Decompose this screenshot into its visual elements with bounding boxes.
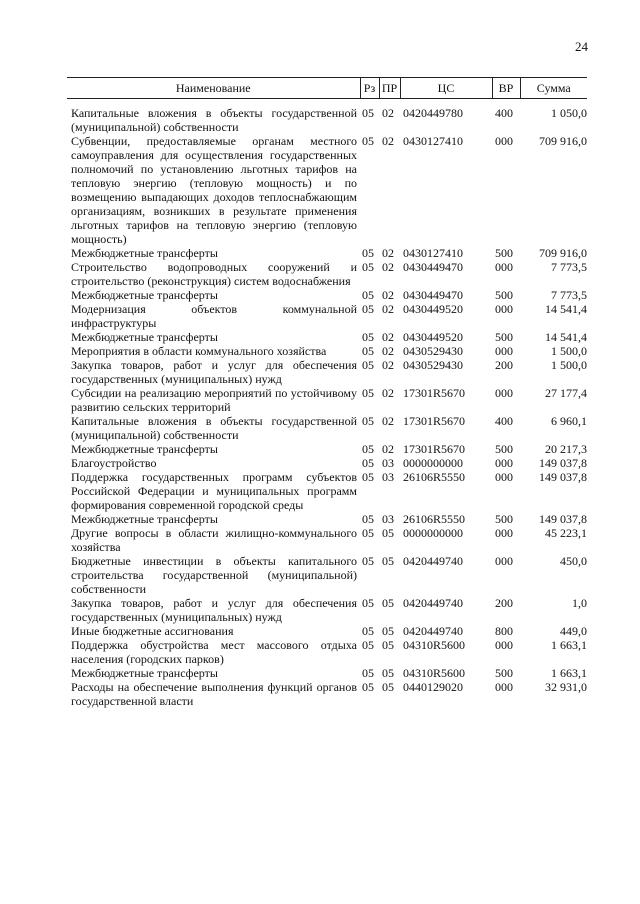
cell-sum: 1 663,1 — [551, 666, 587, 680]
cell-vr: 400 — [495, 414, 513, 428]
cell-rz: 05 — [362, 358, 374, 372]
cell-pr: 02 — [382, 106, 394, 120]
cell-rz: 05 — [362, 442, 374, 456]
cell-pr: 05 — [382, 624, 394, 638]
cell-name: Межбюджетные трансферты — [71, 512, 218, 526]
cell-rz: 05 — [362, 344, 374, 358]
table-row — [67, 526, 587, 554]
cell-cs: 0420449740 — [403, 554, 463, 568]
cell-rz: 05 — [362, 596, 374, 610]
table-row — [67, 99, 587, 135]
table-row — [67, 260, 587, 288]
cell-rz: 05 — [362, 414, 374, 428]
table-row — [67, 442, 587, 456]
cell-sum: 149 037,8 — [539, 456, 587, 470]
cell-cs: 0430449520 — [403, 330, 463, 344]
cell-cs: 04310R5600 — [403, 638, 466, 652]
cell-cs: 0420449740 — [403, 596, 463, 610]
cell-pr: 02 — [382, 386, 394, 400]
table-row — [67, 638, 587, 666]
cell-sum: 7 773,5 — [551, 288, 587, 302]
cell-pr: 02 — [382, 246, 394, 260]
cell-rz: 05 — [362, 260, 374, 274]
cell-pr: 05 — [382, 554, 394, 568]
cell-vr: 000 — [495, 680, 513, 694]
cell-cs: 0440129020 — [403, 680, 463, 694]
cell-name: Межбюджетные трансферты — [71, 442, 218, 456]
cell-name: Расходы на обеспечение выполнения функций органов государственной власти — [71, 680, 357, 708]
table-row — [67, 456, 587, 470]
cell-pr: 02 — [382, 288, 394, 302]
cell-name: Модернизация объектов коммунальной инфраструктуры — [71, 302, 357, 330]
budget-table — [67, 77, 587, 708]
cell-sum: 45 223,1 — [545, 526, 587, 540]
table-body — [67, 99, 587, 709]
cell-cs: 0430127410 — [403, 246, 463, 260]
cell-sum: 27 177,4 — [545, 386, 587, 400]
column-header-rz: Рз — [360, 78, 379, 99]
cell-vr: 200 — [495, 596, 513, 610]
cell-name: Субсидии на реализацию мероприятий по устойчивому развитию сельских территорий — [71, 386, 357, 414]
cell-vr: 500 — [495, 246, 513, 260]
table-row — [67, 596, 587, 624]
cell-sum: 7 773,5 — [551, 260, 587, 274]
cell-pr: 02 — [382, 134, 394, 148]
table-row — [67, 624, 587, 638]
cell-cs: 0000000000 — [403, 456, 463, 470]
column-header-pr: ПР — [379, 78, 400, 99]
cell-vr: 000 — [495, 260, 513, 274]
cell-rz: 05 — [362, 470, 374, 484]
column-header-cs: ЦС — [400, 78, 492, 99]
cell-sum: 14 541,4 — [545, 330, 587, 344]
cell-cs: 0420449740 — [403, 624, 463, 638]
table-row — [67, 344, 587, 358]
cell-vr: 500 — [495, 442, 513, 456]
cell-name: Благоустройство — [71, 456, 157, 470]
table-row — [67, 680, 587, 708]
cell-name: Поддержка обустройства мест массового отдыха населения (городских парков) — [71, 638, 357, 666]
cell-name: Поддержка государственных программ субъектов Российской Федерации и муниципальных программ формирования современной городской среды — [71, 470, 357, 512]
cell-rz: 05 — [362, 456, 374, 470]
cell-name: Межбюджетные трансферты — [71, 330, 218, 344]
cell-cs: 0000000000 — [403, 526, 463, 540]
cell-sum: 450,0 — [560, 554, 587, 568]
cell-rz: 05 — [362, 302, 374, 316]
cell-pr: 03 — [382, 512, 394, 526]
table-row — [67, 512, 587, 526]
cell-pr: 05 — [382, 596, 394, 610]
page-number: 24 — [575, 39, 588, 54]
cell-cs: 0430529430 — [403, 344, 463, 358]
table-row — [67, 302, 587, 330]
table-row — [67, 666, 587, 680]
cell-pr: 02 — [382, 442, 394, 456]
cell-sum: 14 541,4 — [545, 302, 587, 316]
cell-cs: 26106R5550 — [403, 512, 466, 526]
cell-rz: 05 — [362, 666, 374, 680]
cell-sum: 1,0 — [572, 596, 587, 610]
cell-name: Мероприятия в области коммунального хозяйства — [71, 344, 327, 358]
cell-sum: 1 050,0 — [551, 106, 587, 120]
column-header-name: Наименование — [67, 78, 360, 99]
table-row — [67, 386, 587, 414]
cell-name: Межбюджетные трансферты — [71, 288, 218, 302]
cell-vr: 000 — [495, 386, 513, 400]
cell-rz: 05 — [362, 106, 374, 120]
cell-rz: 05 — [362, 330, 374, 344]
cell-cs: 0430449520 — [403, 302, 463, 316]
column-header-vr: ВР — [492, 78, 520, 99]
cell-sum: 6 960,1 — [551, 414, 587, 428]
cell-pr: 05 — [382, 638, 394, 652]
cell-pr: 02 — [382, 330, 394, 344]
table-header-row — [67, 78, 587, 99]
cell-cs: 26106R5550 — [403, 470, 466, 484]
cell-sum: 1 500,0 — [551, 358, 587, 372]
table-row — [67, 330, 587, 344]
cell-cs: 0420449780 — [403, 106, 463, 120]
cell-pr: 05 — [382, 526, 394, 540]
cell-name: Закупка товаров, работ и услуг для обеспечения государственных (муниципальных) нужд — [71, 358, 357, 386]
cell-vr: 000 — [495, 554, 513, 568]
cell-rz: 05 — [362, 554, 374, 568]
cell-cs: 17301R5670 — [403, 414, 466, 428]
cell-name: Строительство водопроводных сооружений и строительство (реконструкция) систем водоснабжения — [71, 260, 357, 288]
cell-vr: 400 — [495, 106, 513, 120]
cell-cs: 04310R5600 — [403, 666, 466, 680]
cell-name: Другие вопросы в области жилищно-коммунального хозяйства — [71, 526, 357, 554]
table-row — [67, 134, 587, 246]
cell-name: Иные бюджетные ассигнования — [71, 624, 234, 638]
cell-name: Бюджетные инвестиции в объекты капитального строительства государственной (муниципальной) собственности — [71, 554, 357, 596]
cell-rz: 05 — [362, 624, 374, 638]
cell-pr: 02 — [382, 260, 394, 274]
table-row — [67, 554, 587, 596]
cell-cs: 17301R5670 — [403, 442, 466, 456]
cell-rz: 05 — [362, 526, 374, 540]
cell-pr: 03 — [382, 456, 394, 470]
cell-vr: 000 — [495, 302, 513, 316]
cell-cs: 0430529430 — [403, 358, 463, 372]
cell-vr: 500 — [495, 288, 513, 302]
cell-vr: 000 — [495, 134, 513, 148]
table-row — [67, 414, 587, 442]
cell-pr: 02 — [382, 358, 394, 372]
cell-vr: 500 — [495, 330, 513, 344]
cell-name: Межбюджетные трансферты — [71, 666, 218, 680]
cell-vr: 000 — [495, 456, 513, 470]
cell-vr: 000 — [495, 470, 513, 484]
cell-sum: 709 916,0 — [539, 246, 587, 260]
column-header-sum: Сумма — [520, 78, 587, 99]
cell-name: Капитальные вложения в объекты государственной (муниципальной) собственности — [71, 106, 357, 134]
cell-sum: 709 916,0 — [539, 134, 587, 148]
cell-pr: 02 — [382, 344, 394, 358]
cell-rz: 05 — [362, 246, 374, 260]
cell-rz: 05 — [362, 134, 374, 148]
cell-vr: 200 — [495, 358, 513, 372]
cell-rz: 05 — [362, 680, 374, 694]
cell-pr: 02 — [382, 414, 394, 428]
cell-vr: 000 — [495, 526, 513, 540]
cell-rz: 05 — [362, 386, 374, 400]
cell-vr: 500 — [495, 666, 513, 680]
cell-sum: 149 037,8 — [539, 470, 587, 484]
cell-cs: 17301R5670 — [403, 386, 466, 400]
cell-pr: 03 — [382, 470, 394, 484]
table-row — [67, 288, 587, 302]
table-row — [67, 246, 587, 260]
cell-sum: 1 500,0 — [551, 344, 587, 358]
cell-name: Закупка товаров, работ и услуг для обеспечения государственных (муниципальных) нужд — [71, 596, 357, 624]
cell-cs: 0430127410 — [403, 134, 463, 148]
cell-vr: 500 — [495, 512, 513, 526]
cell-cs: 0430449470 — [403, 288, 463, 302]
cell-rz: 05 — [362, 512, 374, 526]
cell-sum: 149 037,8 — [539, 512, 587, 526]
cell-vr: 000 — [495, 344, 513, 358]
cell-vr: 000 — [495, 638, 513, 652]
cell-sum: 1 663,1 — [551, 638, 587, 652]
cell-cs: 0430449470 — [403, 260, 463, 274]
cell-name: Межбюджетные трансферты — [71, 246, 218, 260]
cell-pr: 05 — [382, 680, 394, 694]
table-row — [67, 470, 587, 512]
cell-name: Субвенции, предоставляемые органам местного самоуправления для осуществления государственных полномочий по установлению льготных тарифов на тепловую энергию (тепловую мощность) и по возмещению выпадающих доходов теплоснабжающим организациям, возникших в результате применения льготных тарифов на тепловую энергию (тепловую мощность) — [71, 134, 357, 246]
cell-sum: 449,0 — [560, 624, 587, 638]
cell-sum: 20 217,3 — [545, 442, 587, 456]
cell-pr: 02 — [382, 302, 394, 316]
cell-sum: 32 931,0 — [545, 680, 587, 694]
cell-name: Капитальные вложения в объекты государственной (муниципальной) собственности — [71, 414, 357, 442]
table-row — [67, 358, 587, 386]
cell-rz: 05 — [362, 288, 374, 302]
cell-pr: 05 — [382, 666, 394, 680]
cell-rz: 05 — [362, 638, 374, 652]
cell-vr: 800 — [495, 624, 513, 638]
